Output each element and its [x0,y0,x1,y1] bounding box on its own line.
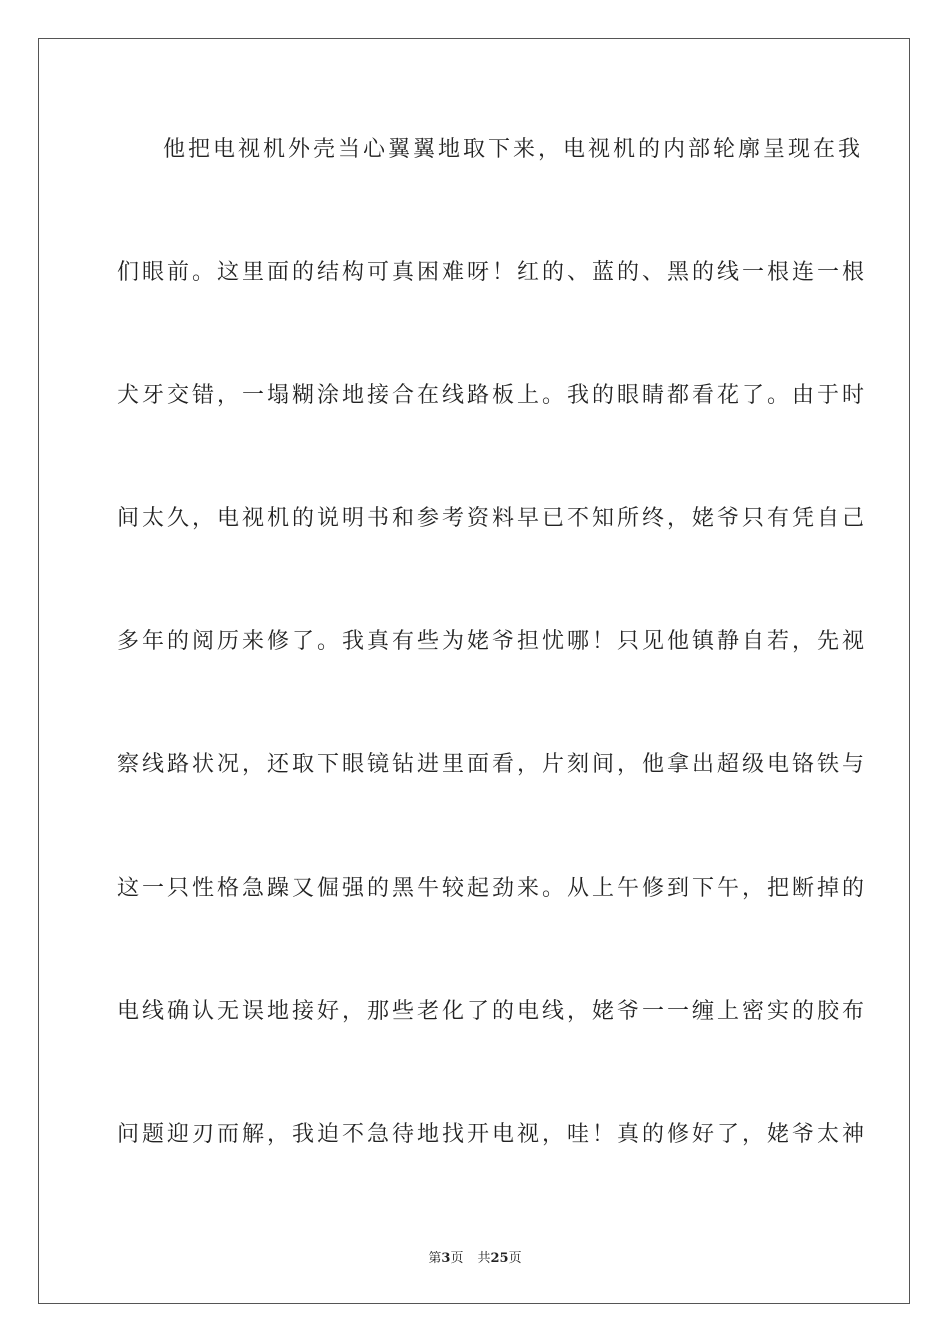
total-pages: 25 [490,1251,509,1266]
text-line: 间太久，电视机的说明书和参考资料早已不知所终，姥爷只有凭自己 [117,506,868,532]
text-line: 问题迎刃而解，我迫不急待地找开电视，哇！真的修好了，姥爷太神 [117,1121,868,1147]
total-prefix: 共 [477,1251,491,1266]
text-line: 这一只性格急躁又倔强的黑牛较起劲来。从上午修到下午，把断掉的 [117,875,868,901]
text-line: 们眼前。这里面的结构可真困难呀！红的、蓝的、黑的线一根连一根 [117,260,868,286]
page-footer [0,1247,950,1266]
text-line: 电线确认无误地接好，那些老化了的电线，姥爷一一缠上密实的胶布 [117,998,868,1024]
body-text [117,125,868,1233]
text-line: 他把电视机外壳当心翼翼地取下来，电视机的内部轮廓呈现在我 [163,137,864,162]
page-suffix: 页 [450,1251,464,1266]
text-line: 犬牙交错，一塌糊涂地接合在线路板上。我的眼睛都看花了。由于时 [117,383,868,409]
text-line: 多年的阅历来修了。我真有些为姥爷担忧哪！只见他镇静自若，先视 [117,629,868,655]
total-suffix: 页 [508,1251,522,1266]
page-prefix: 第 [428,1251,442,1266]
text-line: 察线路状况，还取下眼镜钻进里面看，片刻间，他拿出超级电铬铁与 [117,752,868,778]
page-number: 3 [441,1251,451,1266]
